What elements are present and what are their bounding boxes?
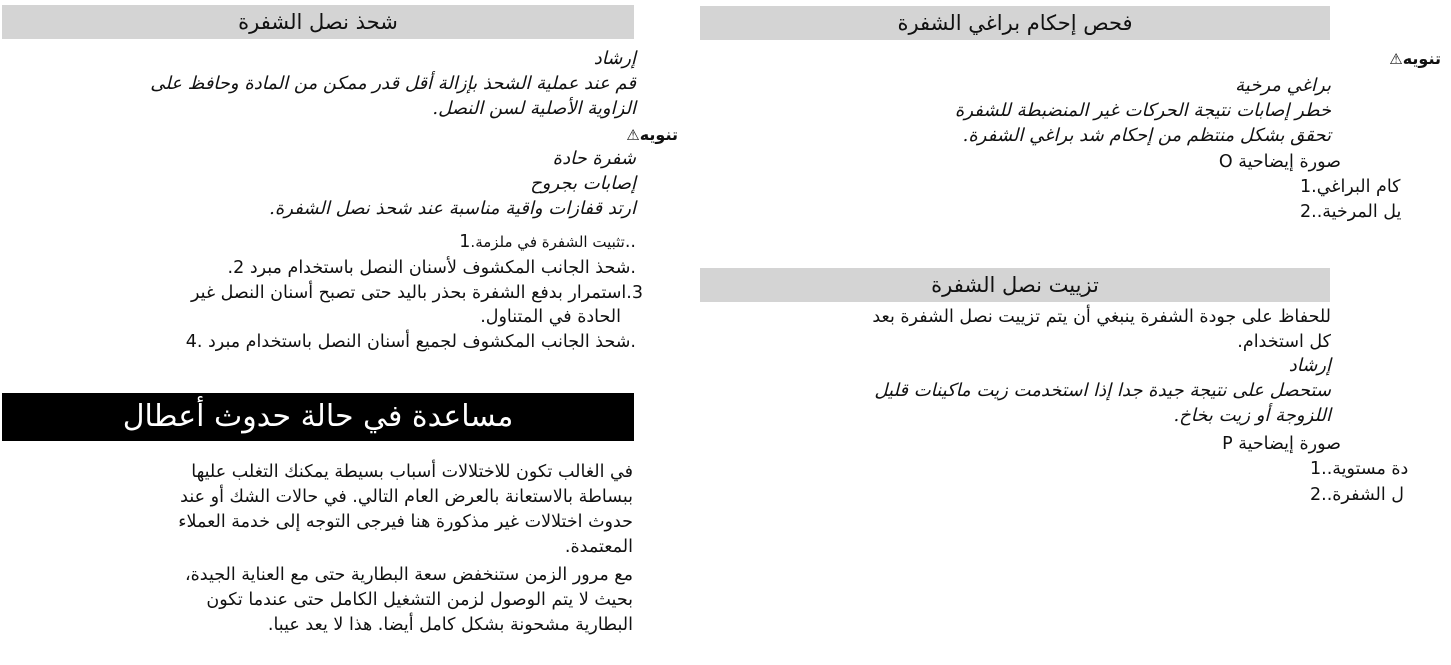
sharpen-step-1-number: 1.. — [459, 232, 636, 252]
oil-step-2: ل الشفرة..2 — [1310, 485, 1405, 505]
check-step-2: يل المرخية..2 — [1300, 202, 1402, 222]
troubleshooting-header: مساعدة في حالة حدوث أعطال — [2, 393, 634, 441]
hazard-action: ارتد قفازات واقية مناسبة عند شحذ نصل الشفرة. — [269, 198, 636, 219]
check-screws-header: فحص إحكام براغي الشفرة — [700, 6, 1330, 40]
hazard-consequence: إصابات بجروح — [530, 173, 636, 194]
sharpen-step-1-text: تثبيت الشفرة في ملزمة. — [470, 233, 625, 251]
figure-p-caption: P صورة إيضاحية — [1222, 434, 1341, 454]
oil-step-1: دة مستوية..1 — [1310, 459, 1409, 479]
help-paragraph-1-line2: ببساطة بالاستعانة بالعرض العام التالي. في حالات الشك أو عند — [180, 487, 633, 507]
help-paragraph-1-line4: المعتمدة. — [564, 537, 633, 557]
oil-text-line1: للحفاظ على جودة الشفرة ينبغي أن يتم تزييت نصل الشفرة بعد — [872, 307, 1331, 327]
right-warning-label — [1389, 47, 1441, 71]
warning-label-text: تنويه — [639, 125, 678, 144]
help-paragraph-1-line3: حدوث اختلالات غير مذكورة هنا فيرجى التوجه إلى خدمة العملاء — [178, 512, 633, 532]
figure-o-caption: O صورة إيضاحية — [1218, 152, 1341, 172]
oil-text-line2: كل استخدام. — [1237, 332, 1331, 352]
oil-instruction-heading: إرشاد — [1288, 355, 1331, 376]
oil-instruction-line2: اللزوجة أو زيت بخاخ. — [1173, 405, 1331, 426]
sharpen-step-3-line2: الحادة في المتناول. — [480, 307, 621, 327]
sharpen-step-2: .2 شحذ الجانب المكشوف لأسنان النصل باستخدام مبرد. — [227, 258, 636, 278]
instruction-heading: إرشاد — [593, 48, 636, 69]
right-hazard-title: براغي مرخية — [1235, 75, 1331, 96]
sharpen-step-4: 4. شحذ الجانب المكشوف لجميع أسنان النصل باستخدام مبرد. — [185, 332, 636, 352]
help-paragraph-1-line1: في الغالب تكون للاختلالات أسباب بسيطة يمكنك التغلب عليها — [191, 462, 633, 482]
right-hazard-consequence: خطر إصابات نتيجة الحركات غير المنضبطة للشفرة — [954, 100, 1331, 121]
instruction-note-line2: الزاوية الأصلية لسن النصل. — [432, 98, 636, 119]
sharpen-section-header: شحذ نصل الشفرة — [2, 5, 634, 39]
warning-label — [626, 123, 678, 147]
hazard-title: شفرة حادة — [552, 148, 636, 169]
sharpen-step-3-line1: 3.استمرار بدفع الشفرة بحذر باليد حتى تصبح أسنان النصل غير — [191, 283, 643, 303]
warning-triangle-icon: ⚠ — [1389, 50, 1403, 68]
help-paragraph-2-line3: البطارية مشحونة بشكل كامل أيضا. هذا لا يعد عيبا. — [267, 615, 633, 635]
oil-blade-header: تزييت نصل الشفرة — [700, 268, 1330, 302]
right-warning-label-text: تنويه — [1402, 49, 1441, 68]
oil-instruction-line1: ستحصل على نتيجة جيدة جدا إذا استخدمت زيت ماكينات قليل — [874, 380, 1331, 401]
warning-triangle-icon: ⚠ — [626, 126, 640, 144]
check-step-1: كام البراغي.1 — [1300, 177, 1401, 197]
help-paragraph-2-line2: بحيث لا يتم الوصول لزمن التشغيل الكامل حتى عندما تكون — [206, 590, 633, 610]
right-hazard-action: تحقق بشكل منتظم من إحكام شد براغي الشفرة. — [962, 125, 1331, 146]
instruction-note-line1: قم عند عملية الشحذ بإزالة أقل قدر ممكن من المادة وحافظ على — [150, 73, 636, 94]
sharpen-step-1 — [459, 230, 636, 255]
help-paragraph-2-line1: مع مرور الزمن ستنخفض سعة البطارية حتى مع العناية الجيدة، — [184, 565, 633, 585]
